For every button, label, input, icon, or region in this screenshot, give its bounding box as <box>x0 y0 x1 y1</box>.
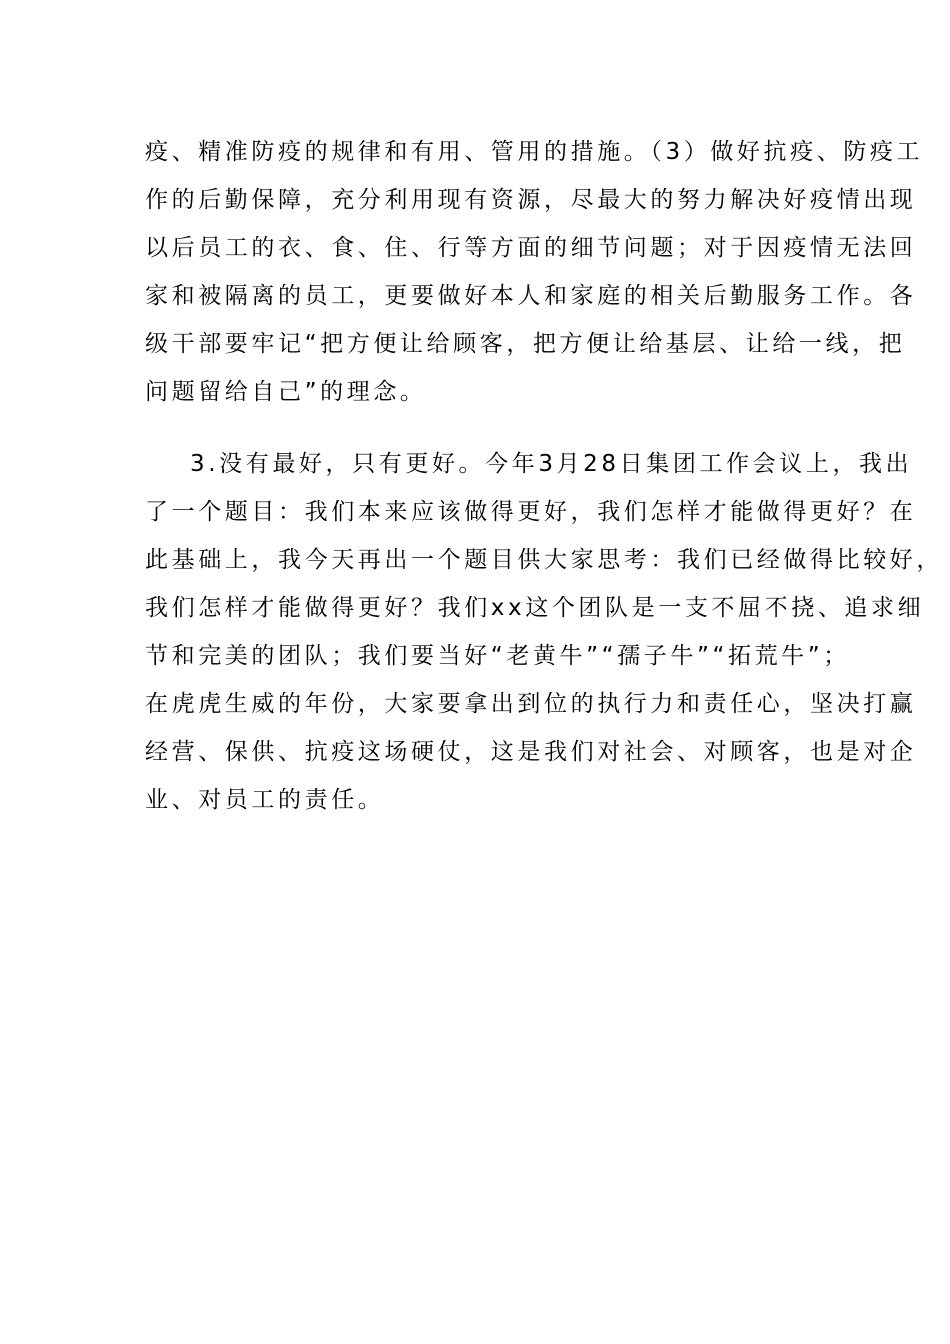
paragraph-line: 级干部要牢记“把方便让给顾客，把方便让给基层、让给一线，把 <box>145 331 906 357</box>
paragraph-line: 家和被隔离的员工，更要做好本人和家庭的相关后勤服务工作。各 <box>145 283 917 309</box>
paragraph-line: 此基础上，我今天再出一个题目供大家思考：我们已经做得比较好， <box>145 547 943 573</box>
paragraph-line: 以后员工的衣、食、住、行等方面的细节问题；对于因疫情无法回 <box>145 235 917 261</box>
paragraph-line: 经营、保供、抗疫这场硬仗，这是我们对社会、对顾客，也是对企 <box>145 739 917 765</box>
paragraph-line: 3.没有最好，只有更好。今年3月28日集团工作会议上，我出 <box>190 451 913 477</box>
paragraph-line: 业、对员工的责任。 <box>145 787 385 813</box>
paragraph-line: 问题留给自己”的理念。 <box>145 379 427 405</box>
paragraph-line: 了一个题目：我们本来应该做得更好，我们怎样才能做得更好？在 <box>145 499 917 525</box>
paragraph-line: 在虎虎生威的年份，大家要拿出到位的执行力和责任心，坚决打赢 <box>145 691 917 717</box>
paragraph-line: 作的后勤保障，充分利用现有资源，尽最大的努力解决好疫情出现 <box>145 187 917 213</box>
paragraph-line: 我们怎样才能做得更好？我们xx这个团队是一支不屈不挠、追求细 <box>145 595 925 621</box>
paragraph-line: 节和完美的团队；我们要当好“老黄牛”“孺子牛”“拓荒牛”； <box>145 643 850 669</box>
paragraph-line: 疫、精准防疫的规律和有用、管用的措施。（3）做好抗疫、防疫工 <box>145 139 924 165</box>
